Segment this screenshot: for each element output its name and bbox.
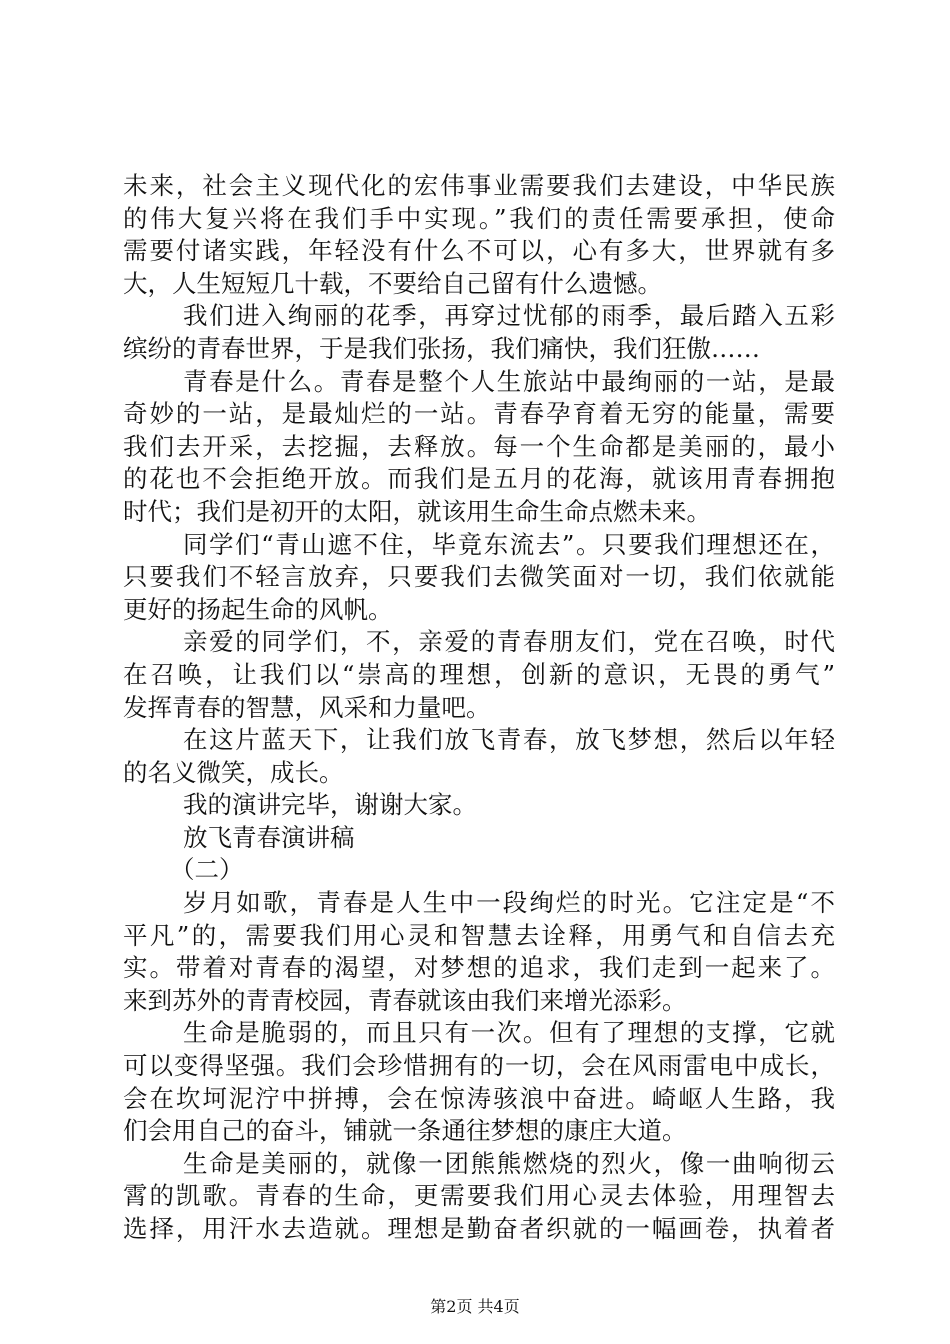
text-line: 的伟大复兴将在我们手中实现。”我们的责任需要承担，使命: [123, 203, 835, 233]
text-line: 同学们“青山遮不住，毕竟东流去”。只要我们理想还在，: [183, 529, 835, 559]
text-line: 我们进入绚丽的花季，再穿过忧郁的雨季，最后踏入五彩: [183, 301, 835, 331]
text-line: 在召唤，让我们以“崇高的理想，创新的意识，无畏的勇气”: [123, 659, 835, 689]
text-line: 生命是美丽的，就像一团熊熊燃烧的烈火，像一曲响彻云: [183, 1148, 835, 1178]
text-line: 青春是什么。青春是整个人生旅站中最绚丽的一站，是最: [183, 366, 835, 396]
text-line: 选择，用汗水去造就。理想是勤奋者织就的一幅画卷，执着者: [123, 1214, 835, 1243]
text-line: 发挥青春的智慧，风采和力量吧。: [123, 692, 491, 722]
text-line: 霄的凯歌。青春的生命，更需要我们用心灵去体验，用理智去: [123, 1181, 835, 1211]
text-line: 大，人生短短几十载，不要给自己留有什么遗憾。: [123, 268, 662, 298]
text-line: 会在坎坷泥泞中拼搏，会在惊涛骇浪中奋进。崎岖人生路，我: [123, 1083, 835, 1113]
text-line: 可以变得坚强。我们会珍惜拥有的一切，会在风雨雷电中成长，: [123, 1051, 835, 1081]
text-line: 我的演讲完毕，谢谢大家。: [183, 790, 477, 820]
text-line: 我们去开采，去挖掘，去释放。每一个生命都是美丽的，最小: [123, 431, 835, 461]
page-footer: 第2页 共4页: [430, 1297, 520, 1316]
text-line: 缤纷的青春世界，于是我们张扬，我们痛快，我们狂傲……: [123, 333, 760, 363]
text-line: 的花也不会拒绝开放。而我们是五月的花海，就该用青春拥抱: [123, 464, 835, 494]
text-line: 更好的扬起生命的风帆。: [123, 594, 393, 624]
text-line: 生命是脆弱的，而且只有一次。但有了理想的支撑，它就: [183, 1018, 835, 1048]
body-text: [123, 170, 835, 1246]
text-line: 实。带着对青春的渴望，对梦想的追求，我们走到一起来了。: [123, 953, 835, 983]
text-line: 时代；我们是初开的太阳，就该用生命生命点燃未来。: [123, 496, 711, 526]
text-line: 亲爱的同学们，不，亲爱的青春朋友们，党在召唤，时代: [183, 627, 835, 657]
text-line: 岁月如歌，青春是人生中一段绚烂的时光。它注定是“不: [183, 888, 835, 918]
text-line: 在这片蓝天下，让我们放飞青春，放飞梦想，然后以年轻: [183, 725, 835, 755]
text-line: 放飞青春演讲稿: [183, 822, 355, 852]
text-line: 们会用自己的奋斗，铺就一条通往梦想的康庄大道。: [123, 1116, 687, 1146]
text-line: 只要我们不轻言放弃，只要我们去微笑面对一切，我们依就能: [123, 562, 835, 592]
text-line: 未来，社会主义现代化的宏伟事业需要我们去建设，中华民族: [123, 171, 835, 200]
text-line: 奇妙的一站，是最灿烂的一站。青春孕育着无穷的能量，需要: [123, 399, 835, 429]
text-line: 平凡”的，需要我们用心灵和智慧去诠释，用勇气和自信去充: [123, 920, 835, 950]
text-line: 来到苏外的青青校园，青春就该由我们来增光添彩。: [123, 985, 687, 1015]
text-line: 需要付诸实践，年轻没有什么不可以，心有多大，世界就有多: [123, 236, 835, 266]
text-line: 的名义微笑，成长。: [123, 757, 344, 787]
text-line: （二）: [170, 855, 244, 885]
